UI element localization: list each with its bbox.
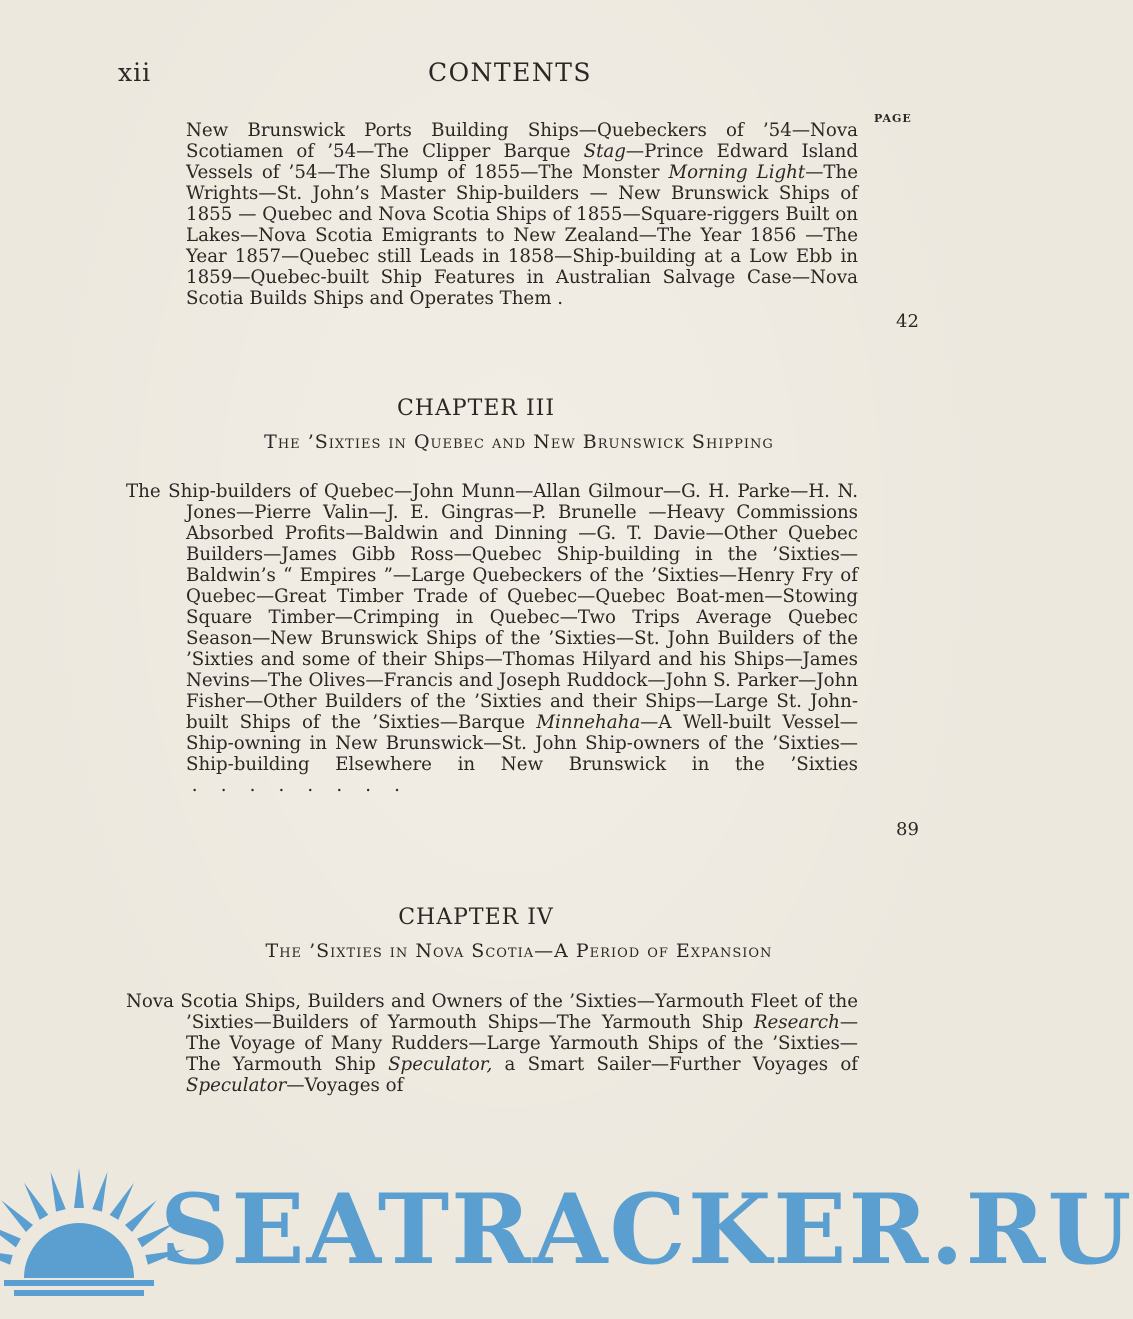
running-title: CONTENTS: [427, 58, 593, 87]
ship-name-italic: Minnehaha: [536, 712, 641, 733]
ship-name-italic: Speculator,: [388, 1054, 493, 1075]
page-ref-42: 42: [896, 311, 919, 332]
entry-text: —A Well-built Vessel—Ship-owning in New Brunswick—St. John Ship-owners of the ’Sixties—Ship-building Elsewhere in New Brunswick in the ’Sixties: [186, 712, 858, 775]
entry-text: —The Wrights—St. John’s Master Ship-builders — New Brunswick Ships of 1855 — Quebec and Nova Scotia Ships of 1855—Square-riggers Built on Lakes—Nova Scotia Emigrants to New Zealand—The Year 1856 —The Year 1857—Quebec still Leads in 1858—Ship-building at a Low Ebb in 1859—Quebec-built Ship Features in Australian Salvage Case—Nova Scotia Builds Ships and Operates Them: [186, 162, 858, 309]
entry-text: —Voyages of: [286, 1075, 404, 1096]
ship-name-italic: Speculator: [186, 1075, 287, 1096]
entry-text: a Smart Sailer—Further Voyages of: [492, 1054, 858, 1075]
toc-entry-continuation: [186, 120, 858, 309]
ship-name-italic: Stag: [583, 141, 626, 162]
toc-entry-chapter-iv: [126, 991, 858, 1096]
page-number: xii: [118, 58, 152, 87]
watermark-text: SEATRACKER.RU: [160, 1173, 1133, 1286]
entry-text: New Brunswick Ports Building Ships—Quebeckers of ’54—Nova Scotiamen of ’54—The Clipper Barque: [186, 120, 858, 162]
dot-leader: . . . . . . . .: [186, 775, 400, 796]
entry-text: —Prince Edward Island Vessels of ’54—The Slump of 1855—The Monster: [186, 141, 858, 183]
dot-leader: .: [551, 288, 564, 309]
ship-name-italic: Research: [753, 1012, 840, 1033]
chapter-subtitle-iv: The ’Sixties in Nova Scotia—A Period of Expansion: [265, 940, 773, 962]
watermark: [0, 1160, 1133, 1310]
entry-text: —The Voyage of Many Rudders—Large Yarmouth Ships of the ’Sixties—The Yarmouth Ship: [186, 1012, 858, 1075]
entry-text: The Ship-builders of Quebec—John Munn—Allan Gilmour—G. H. Parke—H. N. Jones—Pierre Valin—J. E. Gingras—P. Brunelle —Heavy Commissions Absorbed Profits—Baldwin and Dinning —G. T. Davie—Other Quebec Builders—James Gibb Ross—Quebec Ship-building in the ’Sixties—Baldwin’s “ Empires ”—Large Quebeckers of the ’Sixties—Henry Fry of Quebec—Great Timber Trade of Quebec—Quebec Boat-men—Stowing Square Timber—Crimping in Quebec—Two Trips Average Quebec Season—New Brunswick Ships of the ’Sixties—St. John Builders of the ’Sixties and some of their Ships—Thomas Hilyard and his Ships—James Nevins—The Olives—Francis and Joseph Ruddock—John S. Parker—John Fisher—Other Builders of the ’Sixties and their Ships—Large St. John-built Ships of the ’Sixties—Barque: [126, 481, 858, 733]
page-ref-89: 89: [896, 819, 919, 840]
sun-icon: [4, 1168, 154, 1298]
running-head: [118, 58, 918, 98]
chapter-heading-iii: CHAPTER III: [396, 396, 556, 421]
page-column-label: PAGE: [874, 112, 912, 125]
chapter-subtitle-iii: The ’Sixties in Quebec and New Brunswick Shipping: [264, 431, 774, 453]
toc-entry-chapter-iii: [126, 481, 858, 796]
chapter-heading-iv: CHAPTER IV: [398, 905, 554, 930]
entry-text: Nova Scotia Ships, Builders and Owners of the ’Sixties—Yarmouth Fleet of the ’Sixties—Builders of Yarmouth Ships—The Yarmouth Ship: [126, 991, 858, 1033]
ship-name-italic: Morning Light: [668, 162, 806, 183]
